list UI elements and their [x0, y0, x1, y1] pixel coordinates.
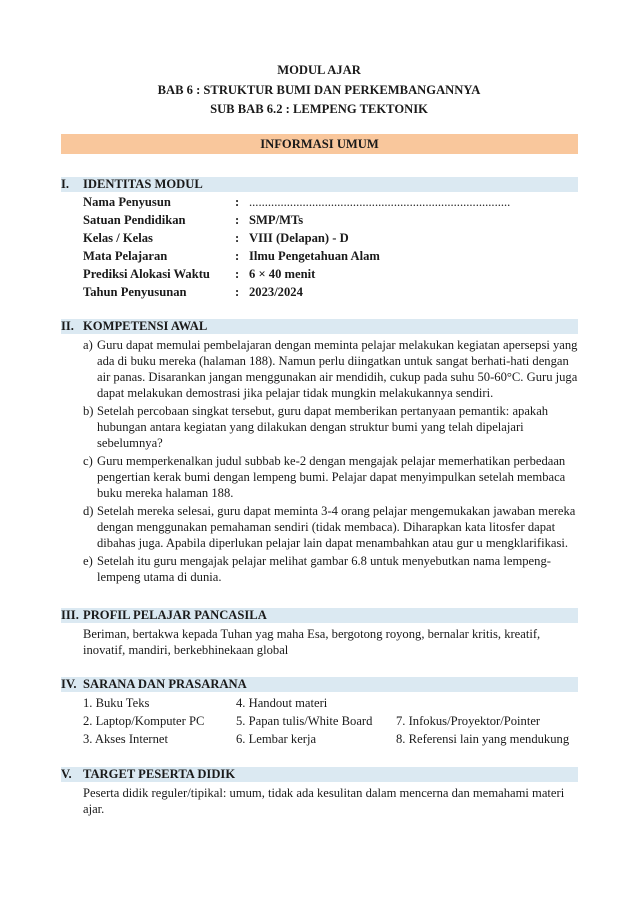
- section-title: PROFIL PELAJAR PANCASILA: [83, 608, 267, 622]
- list-item: e) Setelah itu guru mengajak pelajar melihat gambar 6.8 untuk menyebutkan nama lempeng-lempeng utama di dunia.: [83, 554, 551, 584]
- list-item: d) Setelah mereka selesai, guru dapat meminta 3-4 orang pelajar mengemukakan jawaban mereka dengan menggunakan pemahaman sendiri (tidak membaca). Diharapkan kata litosfer dapat dibahas juga. Apabila diperlukan pelajar lain dapat menambahkan atau gur u mengklarifikasi.: [83, 504, 576, 550]
- section-target-header: [61, 767, 578, 782]
- list-item: c) Guru memperkenalkan judul subbab ke-2 dengan mengajak pelajar memerhatikan perbedaan pengertian kerak bumi dengan lempeng bumi. Pelajar dapat menyimpulkan setelah membaca buku mereka halaman 188.: [83, 454, 566, 500]
- list-item: 6. Lembar kerja: [236, 732, 317, 746]
- section-number: V.: [61, 767, 72, 781]
- section-number: III.: [61, 608, 79, 622]
- list-item: 2. Laptop/Komputer PC: [83, 714, 205, 728]
- subchapter-title: SUB BAB 6.2 : LEMPENG TEKTONIK: [210, 102, 428, 116]
- section-number: I.: [61, 177, 70, 191]
- list-item: 4. Handout materi: [236, 696, 328, 710]
- sarana-grid: [83, 694, 578, 754]
- list-item: 1. Buku Teks: [83, 696, 150, 710]
- list-item: a) Guru dapat memulai pembelajaran dengan meminta pelajar melakukan kegiatan apersepsi yang ada di buku mereka (halaman 188). Namun perlu diingatkan untuk sangat berhati-hati dengan air panas. Disarankan jangan menggunakan air mendidih, cukup pada suhu 50-60°C. Guru juga dapat melakukan demostrasi jika pelajar tidak mungkin melakukannya sendiri.: [83, 338, 578, 400]
- identity-row-alokasi-waktu: Prediksi Alokasi Waktu : 6 × 40 menit: [83, 267, 316, 281]
- list-item: 7. Infokus/Proyektor/Pointer: [396, 714, 541, 728]
- kompetensi-list: [83, 337, 578, 587]
- identity-row-tahun-penyusunan: Tahun Penyusunan : 2023/2024: [83, 285, 303, 299]
- section-kompetensi-header: [61, 319, 578, 334]
- section-number: II.: [61, 319, 74, 333]
- section-sarana-header: [61, 677, 578, 692]
- section-profil-header: [61, 608, 578, 623]
- chapter-title: BAB 6 : STRUKTUR BUMI DAN PERKEMBANGANNYA: [157, 82, 481, 97]
- section-number: IV.: [61, 677, 77, 691]
- identity-row-mata-pelajaran: Mata Pelajaran : Ilmu Pengetahuan Alam: [83, 249, 380, 263]
- info-umum-banner: INFORMASI UMUM: [61, 134, 578, 154]
- identity-row-satuan-pendidikan: Satuan Pendidikan : SMP/MTs: [83, 213, 304, 227]
- section-title: IDENTITAS MODUL: [83, 177, 203, 191]
- section-title: TARGET PESERTA DIDIK: [83, 767, 236, 781]
- list-item: 5. Papan tulis/White Board: [236, 714, 373, 728]
- target-text: Peserta didik reguler/tipikal: umum, tidak ada kesulitan dalam mencerna dan memahami materi ajar.: [83, 786, 565, 816]
- list-item: 3. Akses Internet: [83, 732, 168, 746]
- list-item: b) Setelah percobaan singkat tersebut, guru dapat memberikan pertanyaan pemantik: apakah hubungan antara kegiatan yang dilakukan dengan struktur bumi yang telah dipelajari sebelumnya?: [83, 404, 549, 450]
- section-title: SARANA DAN PRASARANA: [83, 677, 247, 691]
- module-title-block: [0, 61, 638, 120]
- profil-text: Beriman, bertakwa kepada Tuhan yag maha Esa, bergotong royong, bernalar kritis, kreatif, inovatif, mandiri, berkebhinekaan global: [83, 627, 541, 657]
- module-title: MODUL AJAR: [277, 63, 361, 77]
- identity-row-nama-penyusun: Nama Penyusun : ...................................................................................: [83, 195, 511, 209]
- identity-row-kelas: Kelas / Kelas : VIII (Delapan) - D: [83, 231, 349, 245]
- section-title: KOMPETENSI AWAL: [83, 319, 208, 333]
- list-item: 8. Referensi lain yang mendukung: [396, 732, 570, 746]
- section-identitas-header: [61, 177, 578, 192]
